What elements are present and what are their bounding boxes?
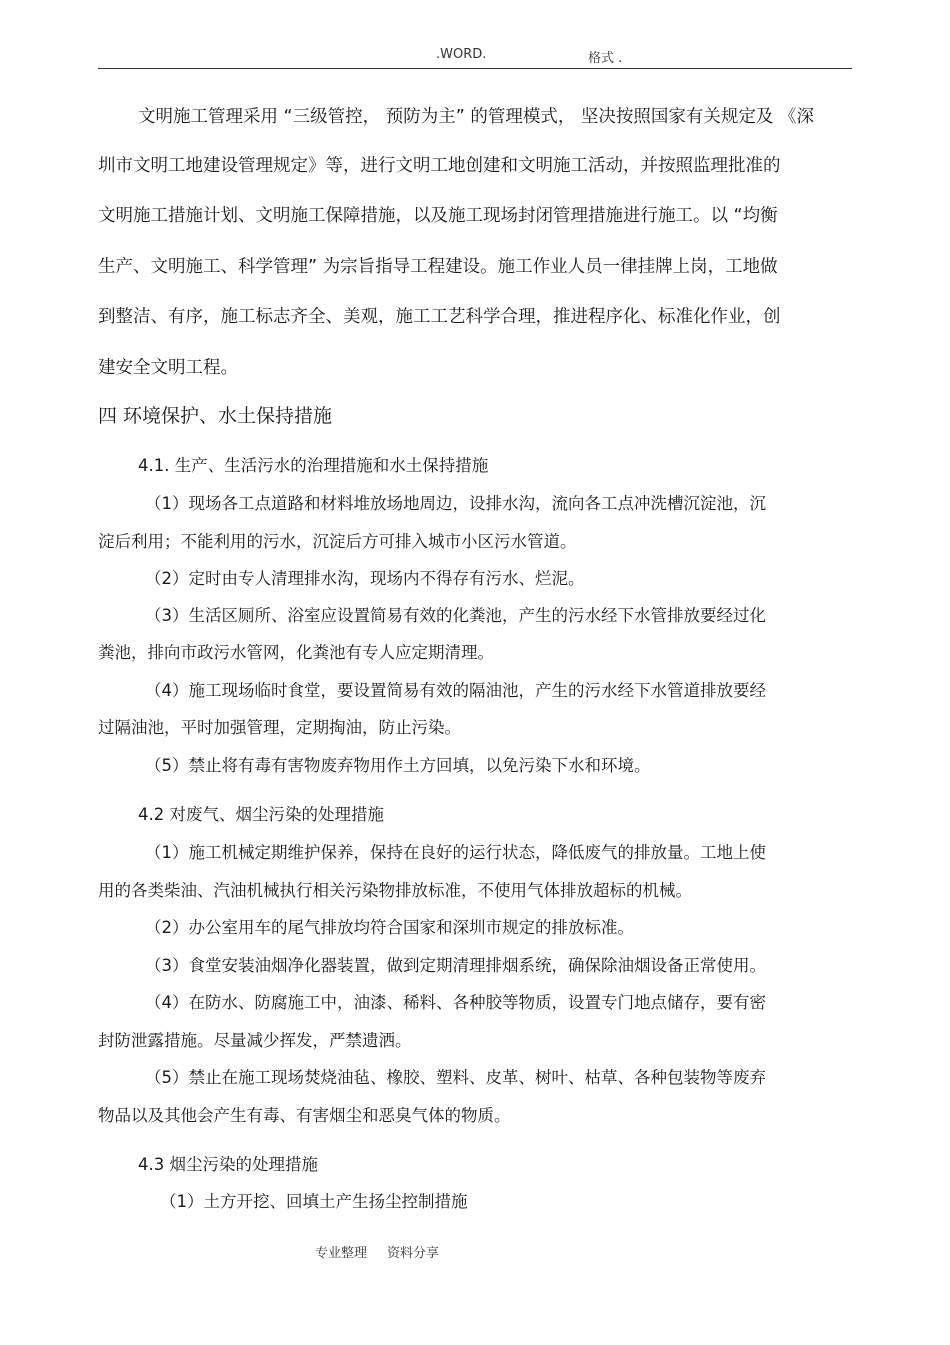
intro-line: 文明施工管理采用 “三级管控， 预防为主” 的管理模式， 坚决按照国家有关规定及 《深 — [138, 107, 814, 127]
intro-line: 建安全文明工程。 — [98, 358, 238, 378]
header-word-label: .WORD. — [436, 47, 487, 62]
subsection-title: 4.3 烟尘污染的处理措施 — [138, 1155, 318, 1174]
paragraph-line: （3）食堂安装油烟净化器装置，做到定期清理排烟系统，确保除油烟设备正常使用。 — [145, 956, 766, 975]
paragraph-line: （1）现场各工点道路和材料堆放场地周边，设排水沟，流向各工点冲洗槽沉淀池，沉 — [145, 494, 766, 513]
paragraph-line: （4）施工现场临时食堂，要设置简易有效的隔油池，产生的污水经下水管道排放要经 — [145, 681, 766, 700]
section-heading: 四 环境保护、水土保持措施 — [98, 405, 333, 427]
intro-line: 文明施工措施计划、文明施工保障措施，以及施工现场封闭管理措施进行施工。以 “均衡 — [98, 206, 778, 226]
paragraph-line: （5）禁止在施工现场焚烧油毡、橡胶、塑料、皮革、树叶、枯草、各种包装物等废弃 — [145, 1068, 766, 1087]
paragraph-line: （3）生活区厕所、浴室应设置简易有效的化粪池，产生的污水经下水管排放要经过化 — [145, 606, 766, 625]
intro-line: 圳市文明工地建设管理规定》等，进行文明工地创建和文明施工活动，并按照监理批准的 — [98, 156, 781, 176]
intro-line: 生产、文明施工、科学管理” 为宗旨指导工程建设。施工作业人员一律挂牌上岗，工地做 — [98, 257, 778, 277]
paragraph-line: 封防泄露措施。尽量减少挥发，严禁遗洒。 — [98, 1031, 412, 1050]
paragraph-line: （2）定时由专人清理排水沟，现场内不得存有污水、烂泥。 — [145, 569, 585, 588]
paragraph-line: 粪池，排向市政污水管网，化粪池有专人应定期清理。 — [98, 643, 494, 662]
paragraph-line: （4）在防水、防腐施工中，油漆、稀料、各种胶等物质，设置专门地点储存，要有密 — [145, 993, 766, 1012]
paragraph-line: （1）土方开挖、回填土产生扬尘控制措施 — [160, 1192, 468, 1211]
footer-right-label: 资料分享 — [387, 1246, 440, 1261]
paragraph-line: 淀后利用；不能利用的污水，沉淀后方可排入城市小区污水管道。 — [98, 532, 577, 551]
paragraph-line: 用的各类柴油、汽油机械执行相关污染物排放标准，不使用气体排放超标的机械。 — [98, 881, 692, 900]
paragraph-line: 过隔油池，平时加强管理，定期掏油，防止污染。 — [98, 718, 461, 737]
paragraph-line: （5）禁止将有毒有害物废弃物用作土方回填，以免污染下水和环境。 — [145, 756, 651, 775]
header-format-label: 格式 . — [588, 51, 623, 66]
header-rule — [98, 68, 852, 69]
paragraph-line: （1）施工机械定期维护保养，保持在良好的运行状态，降低废气的排放量。工地上使 — [145, 843, 766, 862]
intro-line: 到整洁、有序，施工标志齐全、美观，施工工艺科学合理，推进程序化、标准化作业，创 — [98, 307, 781, 327]
paragraph-line: 物品以及其他会产生有毒、有害烟尘和恶臭气体的物质。 — [98, 1106, 511, 1125]
subsection-title: 4.2 对废气、烟尘污染的处理措施 — [138, 805, 384, 824]
subsection-title: 4.1. 生产、生活污水的治理措施和水土保持措施 — [138, 456, 489, 475]
paragraph-line: （2）办公室用车的尾气排放均符合国家和深圳市规定的排放标准。 — [145, 918, 634, 937]
footer-left-label: 专业整理 — [315, 1246, 368, 1261]
